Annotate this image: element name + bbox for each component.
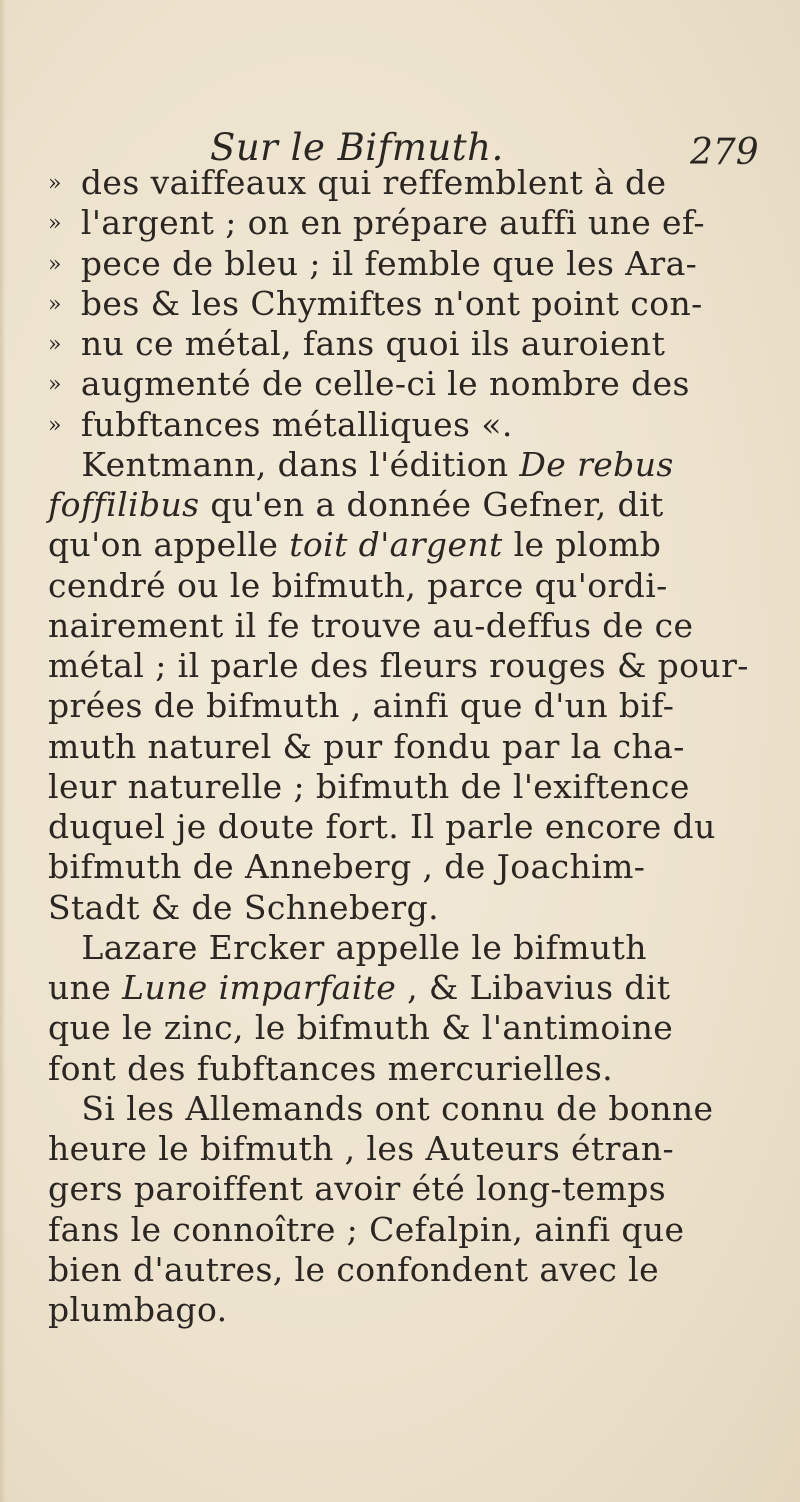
text-line: [48, 928, 768, 968]
text-segment: Si les Allemands ont connu de bonne: [48, 1088, 714, 1128]
page-header: [0, 118, 800, 173]
text-segment: fubftances métalliques «.: [70, 404, 513, 444]
text-segment: une: [48, 968, 123, 1007]
running-title: Sur le Bifmuth.: [210, 126, 504, 169]
text-line: [48, 968, 768, 1008]
text-line: [48, 485, 768, 525]
text-segment: pece de bleu ; il femble que les Ara-: [70, 243, 698, 283]
text-line: [48, 1049, 768, 1089]
quote-mark: »: [48, 171, 62, 196]
text-line: [48, 1089, 768, 1129]
text-line: [48, 606, 768, 646]
text-line: [48, 727, 768, 767]
text-line: [48, 203, 768, 243]
text-segment: le plomb: [502, 525, 662, 565]
text-line: [48, 807, 768, 847]
text-segment: que le zinc, le bifmuth & l'antimoine: [48, 1008, 674, 1048]
text-line: [48, 1210, 768, 1250]
text-segment: cendré ou le bifmuth, parce qu'ordi-: [48, 565, 668, 605]
text-segment: nu ce métal, fans quoi ils auroient: [70, 324, 666, 363]
text-segment: prées de bifmuth , ainfi que d'un bif-: [48, 686, 675, 726]
text-segment: augmenté de celle-ci le nombre des: [70, 364, 690, 404]
text-line: [48, 1250, 768, 1290]
text-line: [48, 1129, 768, 1169]
quote-mark: »: [48, 291, 62, 317]
text-line: [48, 163, 768, 203]
text-line: [48, 364, 768, 404]
italic-segment: foffilibus: [48, 485, 200, 524]
text-segment: muth naturel & pur fondu par la cha-: [48, 726, 685, 766]
text-line: [48, 284, 768, 324]
quote-mark: »: [48, 332, 62, 357]
text-segment: bifmuth de Anneberg , de Joachim-: [48, 847, 646, 887]
text-line: [48, 324, 768, 364]
text-segment: gers paroiffent avoir été long-temps: [48, 1169, 667, 1209]
text-segment: fans le connoître ; Cefalpin, ainfi que: [48, 1209, 685, 1249]
text-segment: nairement il fe trouve au-deffus de ce: [48, 605, 694, 645]
text-segment: leur naturelle ; bifmuth de l'exiftence: [48, 766, 690, 806]
text-segment: bes & les Chymiftes n'ont point con-: [70, 283, 703, 323]
text-segment: Stadt & de Schneberg.: [48, 887, 439, 927]
quote-mark: »: [48, 211, 62, 237]
text-line: [48, 646, 768, 686]
text-segment: plumbago.: [48, 1290, 228, 1329]
text-line: [48, 244, 768, 284]
text-segment: qu'on appelle: [48, 525, 290, 565]
text-segment: , & Libavius dit: [396, 968, 671, 1007]
text-line: [48, 445, 768, 485]
quote-mark: »: [48, 372, 62, 398]
text-line: [48, 1008, 768, 1048]
text-segment: heure le bifmuth , les Auteurs étran-: [48, 1129, 675, 1168]
text-segment: métal ; il parle des fleurs rouges & pour-: [48, 646, 749, 685]
text-line: [48, 888, 768, 928]
text-segment: qu'en a donnée Gefner, dit: [199, 485, 664, 524]
text-segment: duquel je doute fort. Il parle encore du: [48, 807, 716, 846]
text-segment: font des fubftances mercurielles.: [48, 1048, 614, 1088]
text-segment: Kentmann, dans l'édition: [48, 444, 520, 484]
text-line: [48, 686, 768, 726]
quote-mark: »: [48, 251, 62, 277]
text-line: [48, 1290, 768, 1330]
text-segment: bien d'autres, le confondent avec le: [48, 1249, 660, 1289]
page-number: 279: [690, 132, 759, 173]
text-line: [48, 767, 768, 807]
quote-mark: »: [48, 412, 62, 438]
text-segment: Lazare Ercker appelle le bifmuth: [48, 927, 647, 967]
text-line: [48, 1169, 768, 1209]
page-edge-shadow: [0, 0, 6, 1502]
text-segment: l'argent ; on en prépare auffi une ef-: [70, 203, 705, 243]
italic-segment: toit d'argent: [289, 525, 503, 565]
text-line: [48, 405, 768, 445]
text-line: [48, 525, 768, 565]
text-line: [48, 847, 768, 887]
text-line: [48, 566, 768, 606]
body-text: [48, 163, 768, 1330]
italic-segment: De rebus: [519, 444, 674, 484]
text-segment: des vaiffeaux qui reffemblent à de: [70, 163, 667, 202]
italic-segment: Lune imparfaite: [122, 968, 397, 1007]
